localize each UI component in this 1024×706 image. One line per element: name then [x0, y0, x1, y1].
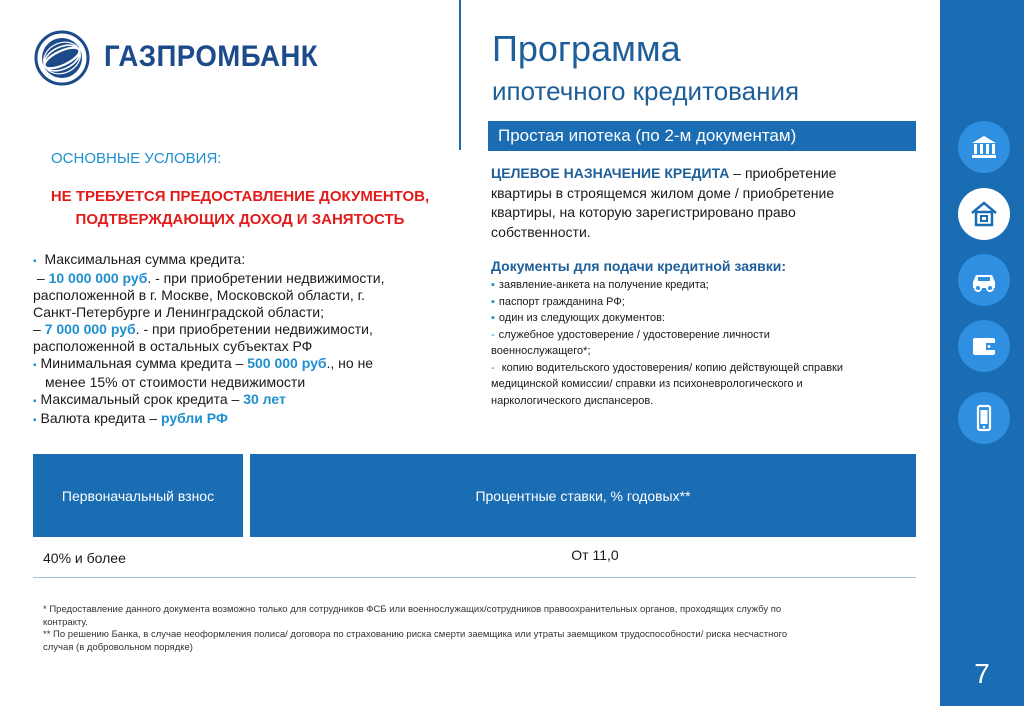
- brand-name: ГАЗПРОМБАНК: [104, 40, 319, 73]
- list-item: ▪ Максимальный срок кредита – 30 лет: [33, 391, 286, 407]
- footnote-text: ** По решению Банка, в случае неоформления полиса/ договора по страхованию риска смерти заемщика или утраты заемщиком трудоспособности/ риска несчастного: [43, 629, 788, 640]
- notice-line1: НЕ ТРЕБУЕТСЯ ПРЕДОСТАВЛЕНИЕ ДОКУМЕНТОВ,: [50, 188, 430, 205]
- list-text: наркологического диспансеров.: [491, 394, 654, 407]
- list-item: ▪ один из следующих документов:: [491, 312, 665, 324]
- moscow-amount: 10 000 000 руб: [48, 270, 148, 286]
- list-item: - служебное удостоверение / удостоверение личности: [491, 328, 770, 341]
- list-text: медицинской комиссии/ справки из психоневрологического и: [491, 378, 803, 390]
- gazprombank-logo-icon: [34, 30, 90, 86]
- table-header-down-payment: Первоначальный взнос: [33, 454, 243, 537]
- footnote-text: случая (в добровольном порядке): [43, 641, 193, 653]
- bullet-icon: ▪: [33, 415, 37, 426]
- max-term-value: 30 лет: [243, 391, 286, 407]
- list-item: ▪ Валюта кредита – рубли РФ: [33, 410, 228, 426]
- list-text: менее 15% от стоимости недвижимости: [45, 374, 306, 390]
- bullet-icon: ▪: [33, 360, 37, 371]
- loan-purpose: ЦЕЛЕВОЕ НАЗНАЧЕНИЕ КРЕДИТА – приобретение квартиры в строящемся жилом доме / приобретение квартиры, на которую зарегистрировано право собственности.: [491, 164, 911, 242]
- loan-conditions-list: [33, 251, 443, 429]
- currency-value: рубли РФ: [160, 410, 228, 426]
- list-item: ▪ Минимальная сумма кредита – 500 000 руб., но не: [33, 355, 374, 371]
- min-sum-amount: 500 000 руб: [247, 355, 327, 371]
- page-title: Программа: [492, 28, 681, 69]
- list-text: расположенной в г. Москве, Московской области, г.: [33, 287, 365, 303]
- list-item: – 7 000 000 руб. - при приобретении недвижимости,: [33, 321, 373, 337]
- notice-line2: ПОДТВЕРЖДАЮЩИХ ДОХОД И ЗАНЯТОСТЬ: [75, 211, 405, 228]
- phone-icon[interactable]: [958, 392, 1010, 444]
- header-divider: [459, 0, 461, 150]
- footnote-text: контракту.: [43, 616, 88, 628]
- purpose-text: собственности.: [491, 223, 591, 240]
- page-title-line2: ипотечного кредитования: [492, 76, 800, 106]
- no-documents-notice: [30, 185, 450, 231]
- bullet-icon: ▪: [33, 396, 37, 407]
- footnotes: [43, 604, 903, 654]
- down-payment-value: 40% и более: [43, 550, 126, 566]
- purpose-text: квартиры в строящемся жилом доме / приобретение: [491, 184, 835, 201]
- table-header-interest-rates: Процентные ставки, % годовых**: [250, 454, 916, 537]
- program-subtitle-bar: Простая ипотека (по 2-м документам): [488, 121, 916, 151]
- purpose-text: квартиры, на которую зарегистрировано право: [491, 204, 796, 220]
- house-icon[interactable]: [958, 188, 1010, 240]
- list-item: ▪ паспорт гражданина РФ;: [491, 295, 625, 308]
- list-text: Санкт-Петербурге и Ленинградской области;: [33, 304, 325, 320]
- regions-amount: 7 000 000 руб: [44, 321, 136, 337]
- table-divider: [33, 577, 916, 578]
- interest-rate-value: От 11,0: [571, 547, 619, 563]
- wallet-icon[interactable]: [958, 320, 1010, 372]
- list-item: ▪ заявление-анкета на получение кредита;: [491, 279, 709, 291]
- bullet-icon: ▪: [33, 256, 37, 267]
- purpose-lead: ЦЕЛЕВОЕ НАЗНАЧЕНИЕ КРЕДИТА: [491, 165, 730, 181]
- list-item: – 10 000 000 руб. - при приобретении недвижимости,: [36, 270, 385, 286]
- page-number: 7: [974, 658, 990, 689]
- documents-heading: Документы для подачи кредитной заявки:: [491, 258, 787, 274]
- car-icon[interactable]: [958, 254, 1010, 306]
- list-text: военнослужащего*;: [491, 345, 591, 357]
- list-item: - копию водительского удостоверения/ копию действующей справки: [491, 361, 843, 374]
- documents-list: [491, 277, 916, 409]
- list-item: ▪ Максимальная сумма кредита:: [33, 251, 246, 267]
- bank-icon[interactable]: [958, 121, 1010, 173]
- footnote-text: * Предоставление данного документа возможно только для сотрудников ФСБ или военнослужащих/сотрудников правоохранительных органов, проходящих службу по: [43, 604, 782, 615]
- conditions-label: ОСНОВНЫЕ УСЛОВИЯ:: [51, 150, 222, 167]
- list-text: расположенной в остальных субъектах РФ: [33, 338, 313, 354]
